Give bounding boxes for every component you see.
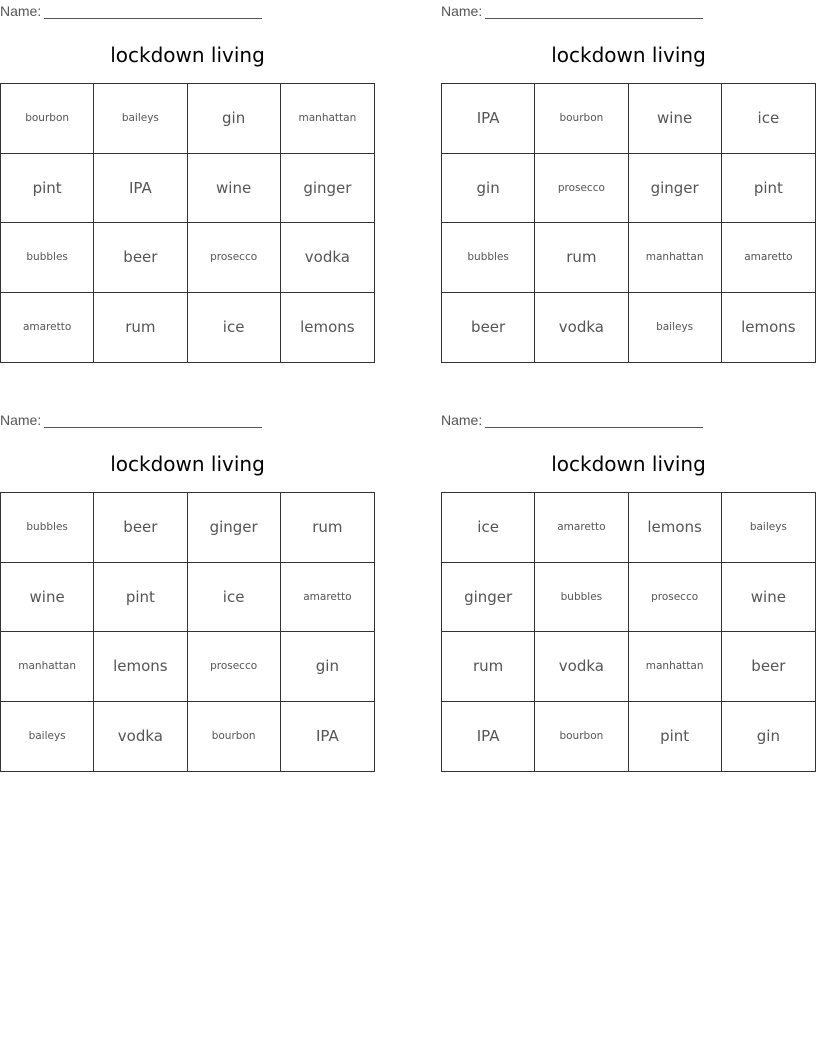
bingo-cell[interactable]: rum (281, 493, 374, 563)
bingo-card (0, 0, 375, 365)
card-title: lockdown living (551, 43, 706, 67)
bingo-cell[interactable]: prosecco (535, 154, 628, 224)
card-title: lockdown living (110, 43, 265, 67)
bingo-cell[interactable]: amaretto (535, 493, 628, 563)
bingo-cell[interactable]: IPA (315, 727, 339, 746)
bingo-cell[interactable]: baileys (629, 293, 722, 363)
bingo-cell[interactable]: vodka (94, 702, 187, 772)
bingo-cell[interactable]: ginger (629, 154, 722, 224)
bingo-cell[interactable]: rum (94, 293, 187, 363)
bingo-cell[interactable]: bourbon (535, 84, 628, 154)
bingo-cell[interactable]: bourbon (1, 84, 94, 154)
bingo-cell[interactable]: gin (188, 84, 281, 154)
bingo-cell[interactable]: beer (94, 493, 187, 563)
bingo-cell[interactable]: vodka (535, 293, 628, 363)
bingo-cell[interactable]: wine (1, 563, 94, 633)
name-label: Name: (0, 412, 42, 428)
bingo-cell[interactable]: manhattan (629, 223, 722, 293)
name-field[interactable] (0, 2, 262, 20)
bingo-cell[interactable]: lemons (629, 493, 722, 563)
card-title: lockdown living (551, 452, 706, 476)
bingo-cell[interactable]: manhattan (629, 632, 722, 702)
bingo-cell[interactable]: ginger (188, 493, 281, 563)
bingo-cell[interactable]: pint (629, 702, 722, 772)
bingo-cell[interactable]: baileys (1, 702, 94, 772)
name-label: Name: (0, 3, 42, 19)
bingo-cell[interactable]: gin (756, 727, 780, 746)
bingo-grid (0, 83, 375, 363)
bingo-cell[interactable]: manhattan (1, 632, 94, 702)
bingo-cell[interactable]: wine (722, 563, 815, 633)
bingo-cell[interactable]: baileys (94, 84, 187, 154)
bingo-cell[interactable]: rum (442, 632, 535, 702)
bingo-cell[interactable]: IPA (94, 154, 187, 224)
bingo-cell[interactable]: wine (629, 84, 722, 154)
bingo-cell[interactable]: ice (722, 84, 815, 154)
card-title: lockdown living (110, 452, 265, 476)
bingo-cell[interactable]: beer (722, 632, 815, 702)
bingo-cell[interactable]: IPA (442, 702, 535, 772)
name-underline[interactable] (44, 413, 262, 428)
bingo-cell[interactable]: bubbles (442, 223, 535, 293)
bingo-cell[interactable]: prosecco (188, 632, 281, 702)
bingo-cell[interactable]: baileys (722, 493, 815, 563)
bingo-grid (441, 492, 816, 772)
bingo-cell[interactable]: rum (535, 223, 628, 293)
bingo-cell[interactable]: bubbles (535, 563, 628, 633)
bingo-cell[interactable]: pint (94, 563, 187, 633)
bingo-cell[interactable]: ice (188, 563, 281, 633)
bingo-cell[interactable]: amaretto (722, 223, 815, 293)
name-underline[interactable] (485, 4, 703, 19)
bingo-cell[interactable]: lemons (300, 318, 355, 337)
bingo-cell[interactable]: amaretto (1, 293, 94, 363)
bingo-cell[interactable]: ginger (281, 154, 374, 224)
name-field[interactable] (0, 411, 262, 429)
bingo-cell[interactable]: bubbles (1, 223, 94, 293)
bingo-cell[interactable]: gin (442, 154, 535, 224)
bingo-cell[interactable]: prosecco (629, 563, 722, 633)
bingo-cell[interactable]: pint (1, 154, 94, 224)
name-underline[interactable] (485, 413, 703, 428)
bingo-cell[interactable]: lemons (741, 318, 796, 337)
bingo-cell[interactable]: pint (722, 154, 815, 224)
bingo-cell[interactable]: bourbon (535, 702, 628, 772)
bingo-cell[interactable]: vodka (281, 223, 374, 293)
bingo-cell[interactable]: manhattan (281, 84, 374, 154)
bingo-cell[interactable]: beer (442, 293, 535, 363)
bingo-card (441, 409, 816, 774)
bingo-card (441, 0, 816, 365)
bingo-cell[interactable]: wine (188, 154, 281, 224)
bingo-cell[interactable]: ice (442, 493, 535, 563)
name-field[interactable] (441, 411, 703, 429)
bingo-cell[interactable]: IPA (442, 84, 535, 154)
bingo-card (0, 409, 375, 774)
bingo-cell[interactable]: gin (281, 632, 374, 702)
bingo-cell[interactable]: ginger (442, 563, 535, 633)
bingo-cell[interactable]: vodka (535, 632, 628, 702)
name-underline[interactable] (44, 4, 262, 19)
bingo-cell[interactable]: ice (188, 293, 281, 363)
bingo-cell[interactable]: bubbles (1, 493, 94, 563)
bingo-cell[interactable]: bourbon (188, 702, 281, 772)
bingo-grid (0, 492, 375, 772)
bingo-grid (441, 83, 816, 363)
name-label: Name: (441, 3, 483, 19)
bingo-cell[interactable]: prosecco (188, 223, 281, 293)
name-field[interactable] (441, 2, 703, 20)
bingo-cell[interactable]: amaretto (281, 563, 374, 633)
name-label: Name: (441, 412, 483, 428)
bingo-cell[interactable]: lemons (94, 632, 187, 702)
bingo-cell[interactable]: beer (94, 223, 187, 293)
